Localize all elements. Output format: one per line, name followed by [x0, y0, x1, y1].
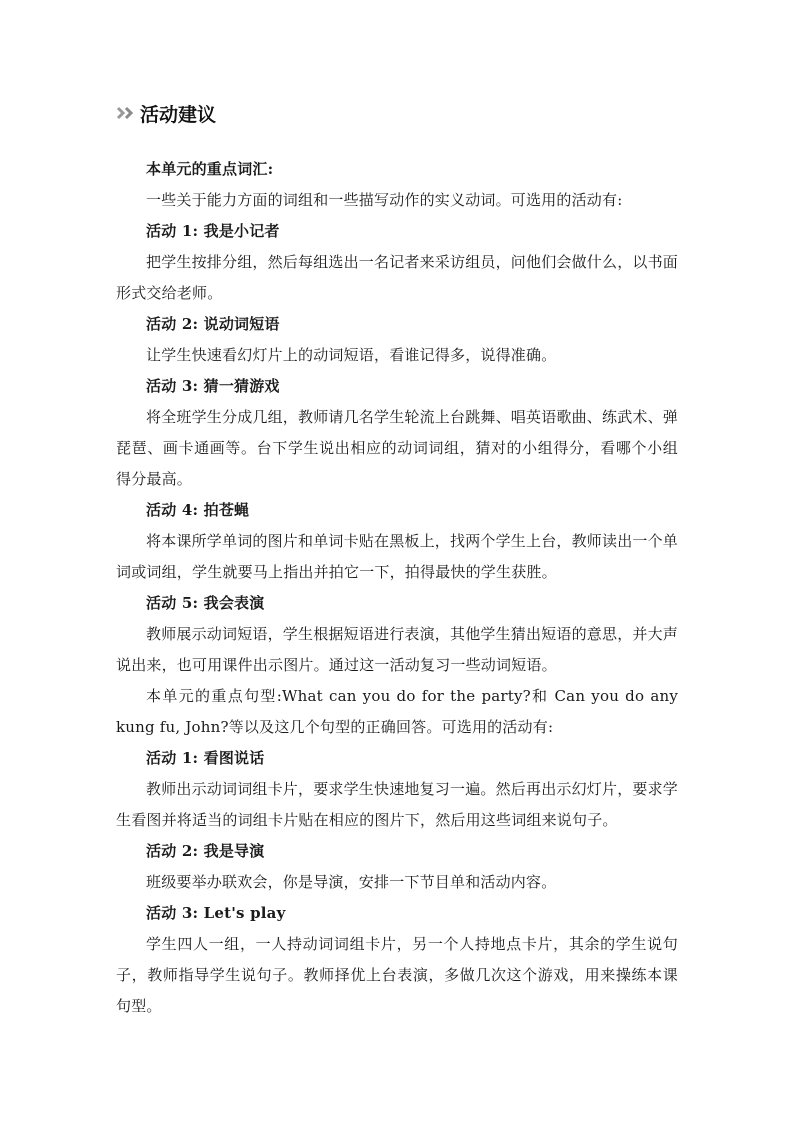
- activity-title: 活动 2: 说动词短语: [146, 315, 280, 333]
- activity-title: 活动 1: 看图说话: [146, 749, 265, 767]
- sentence-intro: 本单元的重点句型:What can you do for the party?和 Can you do any kung fu, John?等以及这几个句型的正确回答。可选用的活动有:: [116, 687, 678, 736]
- activity-title: 活动 1: 我是小记者: [146, 222, 280, 240]
- double-chevron-right-icon: [116, 106, 138, 120]
- activity-text: 班级要举办联欢会，你是导演，安排一下节目单和活动内容。: [146, 873, 557, 891]
- activity-title: 活动 3: 猜一猜游戏: [146, 377, 280, 395]
- activity-text: 将本课所学单词的图片和单词卡贴在黑板上，找两个学生上台，教师读出一个单词或词组，学生就要马上指出并拍它一下，拍得最快的学生获胜。: [116, 532, 679, 581]
- activity-text: 让学生快速看幻灯片上的动词短语，看谁记得多，说得准确。: [146, 346, 557, 364]
- section-header: [116, 96, 678, 130]
- activity-title: 活动 2: 我是导演: [146, 842, 265, 860]
- activity-text: 教师展示动词短语，学生根据短语进行表演，其他学生猜出短语的意思，并大声说出来，也可用课件出示图片。通过这一活动复习一些动词短语。: [116, 625, 679, 674]
- activity-text: 学生四人一组，一人持动词词组卡片，另一个人持地点卡片，其余的学生说句子，教师指导学生说句子。教师择优上台表演，多做几次这个游戏，用来操练本课句型。: [116, 935, 678, 1015]
- activity-content: [116, 154, 678, 1022]
- vocab-heading: 本单元的重点词汇:: [146, 160, 274, 178]
- activity-text: 教师出示动词词组卡片，要求学生快速地复习一遍。然后再出示幻灯片，要求学生看图并将适当的词组卡片贴在相应的图片下，然后用这些词组来说句子。: [116, 780, 679, 829]
- activity-title: 活动 4: 拍苍蝇: [146, 501, 250, 519]
- activity-title: 活动 3: Let's play: [146, 904, 286, 922]
- section-title: 活动建议: [140, 103, 217, 126]
- document-page: [116, 96, 678, 1022]
- activity-text: 将全班学生分成几组，教师请几名学生轮流上台跳舞、唱英语歌曲、练武术、弹琵琶、画卡通画等。台下学生说出相应的动词词组，猜对的小组得分，看哪个小组得分最高。: [116, 408, 679, 488]
- activity-text: 把学生按排分组，然后每组选出一名记者来采访组员，问他们会做什么，以书面形式交给老师。: [116, 253, 679, 302]
- vocab-intro: 一些关于能力方面的词组和一些描写动作的实义动词。可选用的活动有:: [146, 191, 623, 209]
- activity-title: 活动 5: 我会表演: [146, 594, 265, 612]
